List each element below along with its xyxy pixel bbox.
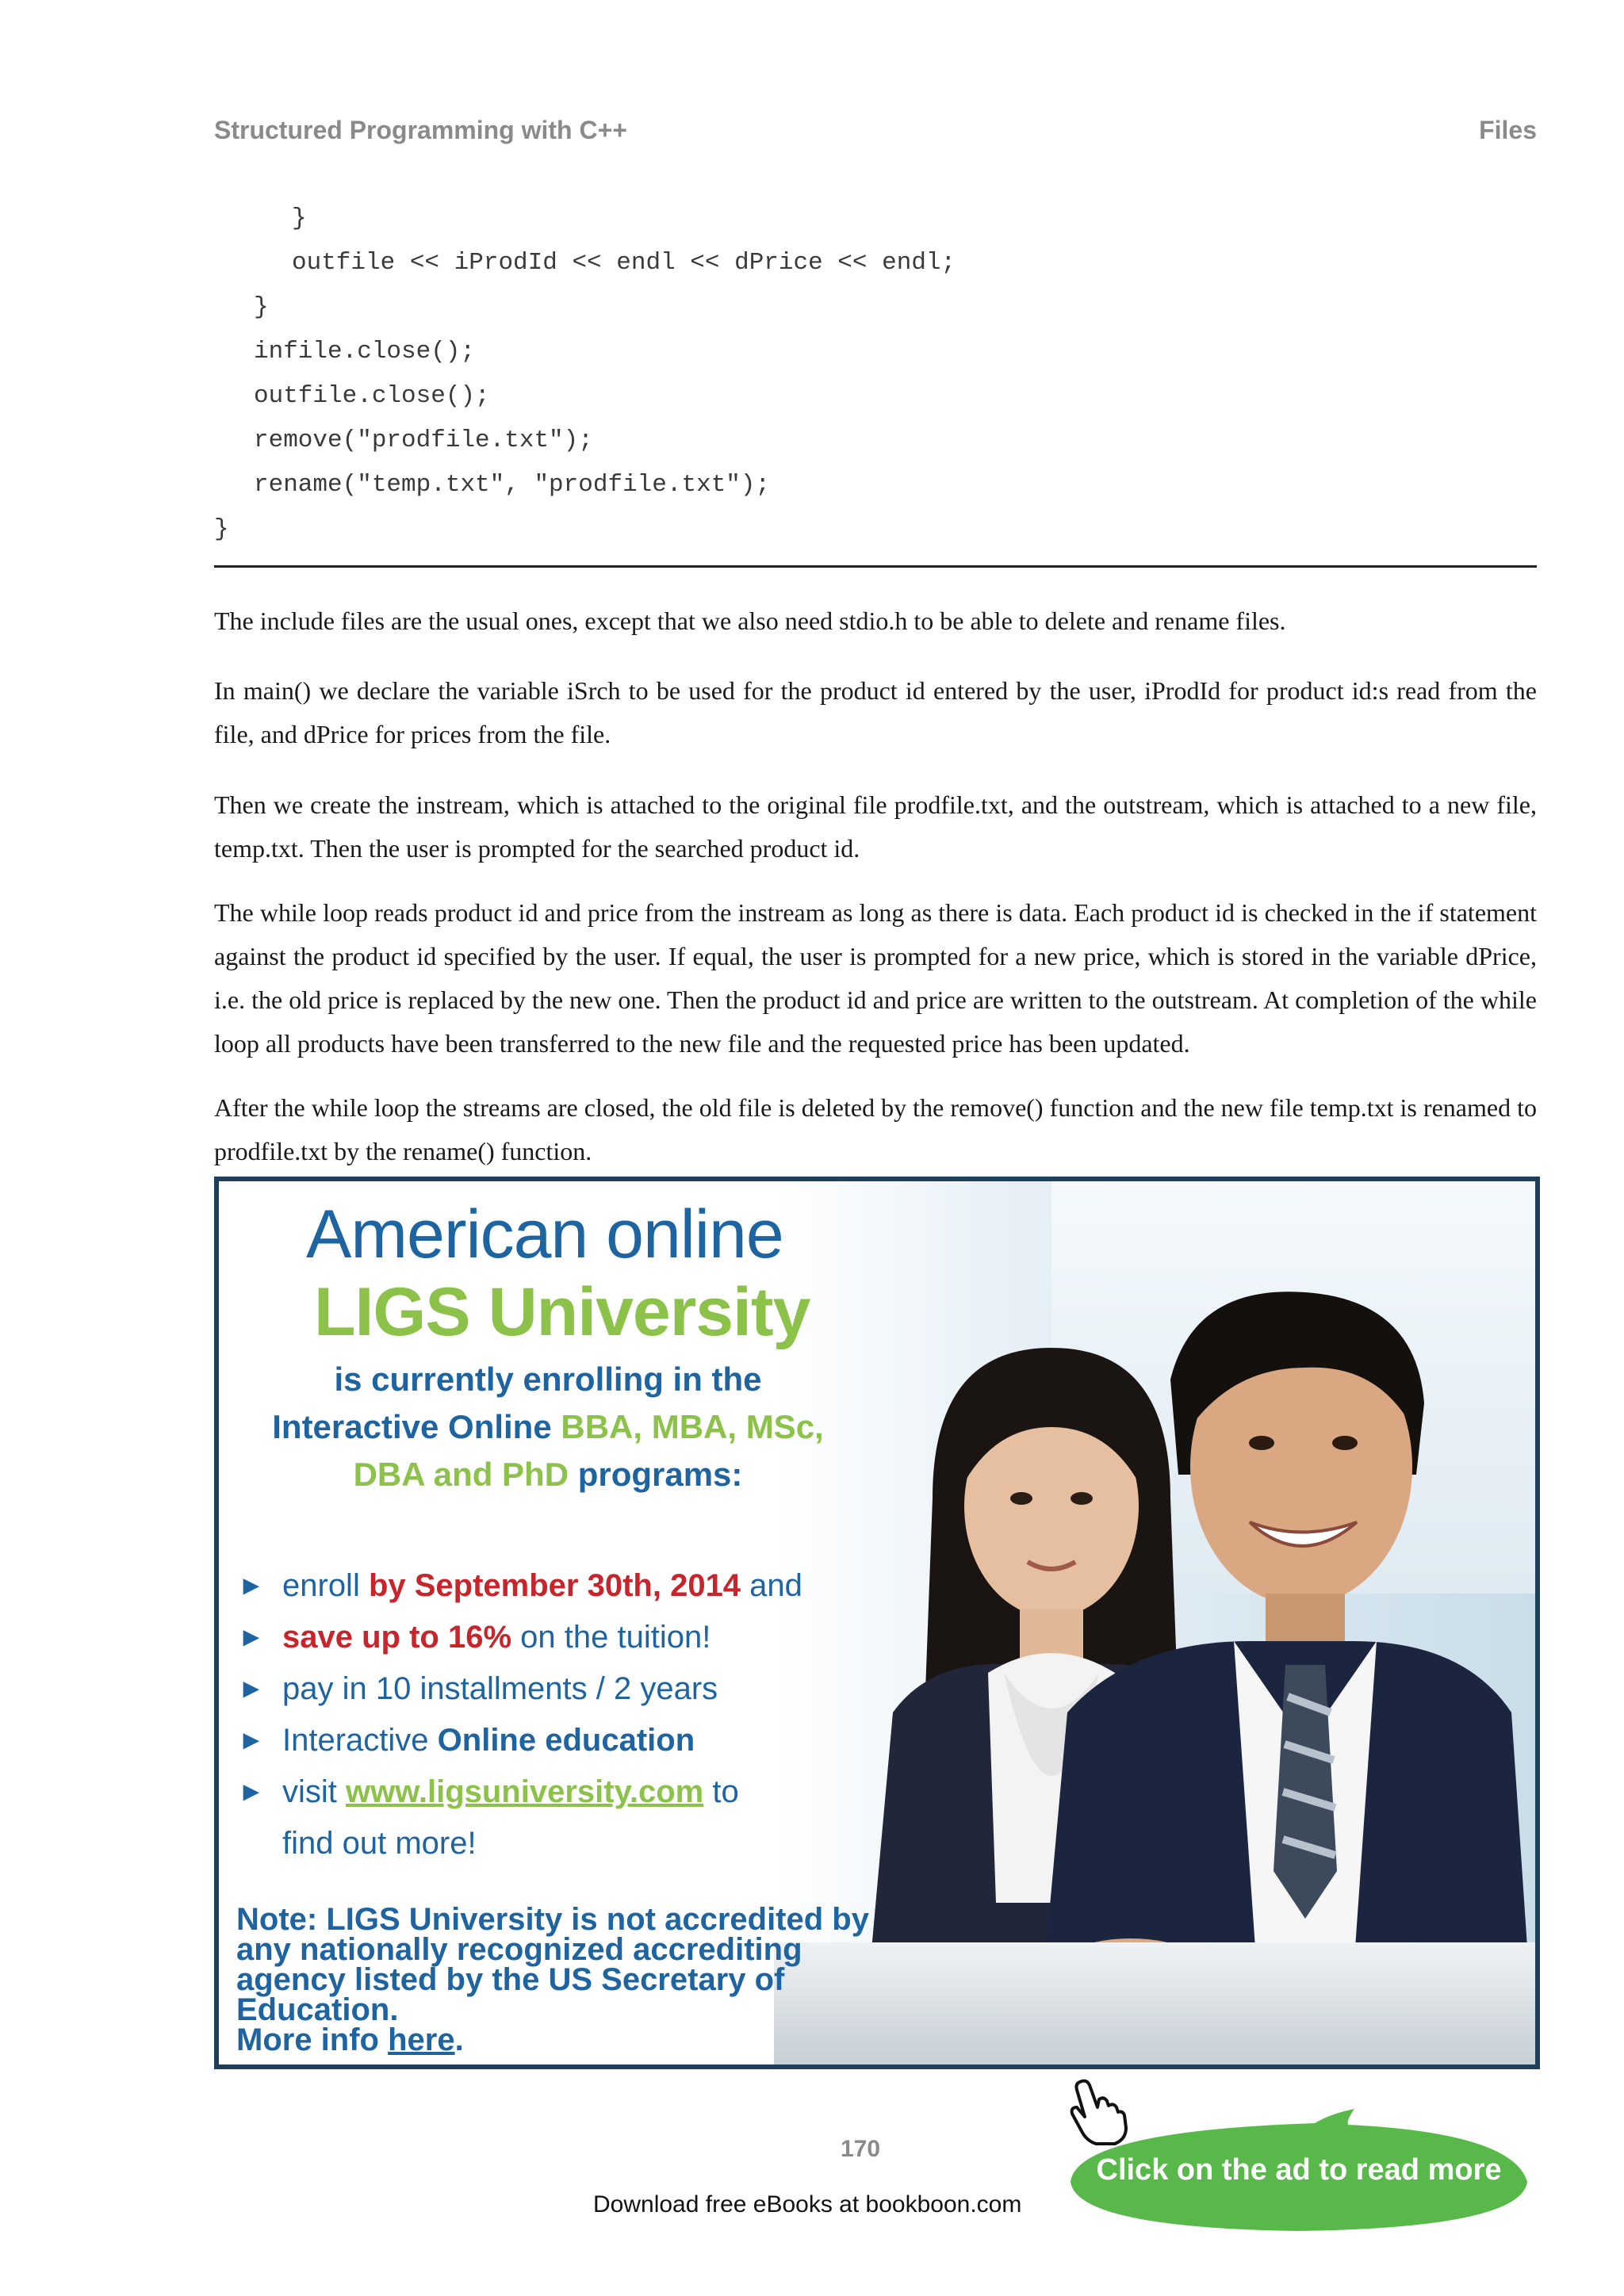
ad-bullet-list — [238, 1560, 802, 1869]
ad-bullet-text: visit — [282, 1774, 346, 1809]
triangle-bullet-icon: ► — [238, 1725, 265, 1755]
triangle-bullet-icon: ► — [238, 1571, 265, 1601]
paragraph: The include files are the usual ones, except that we also need stdio.h to be able to delete and rename files. — [214, 607, 1286, 635]
ad-title-american-online: American online — [306, 1196, 783, 1272]
ad-subtitle-text: programs: — [577, 1456, 743, 1493]
page-number: 170 — [841, 2136, 881, 2162]
ad-note-text: Note: LIGS University is not accredited by any nationally recognized accrediting agency listed by the US Secretary of Education. — [236, 1902, 869, 2027]
ad-title-ligs-university: LIGS University — [314, 1274, 810, 1350]
ad-subtitle-line2 — [219, 1408, 877, 1446]
code-line: outfile.close(); — [254, 382, 490, 410]
footer-download-text: Download free eBooks at bookboon.com — [593, 2191, 1022, 2218]
code-line: } — [254, 293, 269, 321]
paragraph: Then we create the instream, which is attached to the original file prodfile.txt, and the outstream, which is attached to a new file, temp.txt. Then the user is prompted for the searched product id. — [214, 790, 1537, 863]
ad-bullet-item — [238, 1560, 802, 1612]
ad-bullet-text: Interactive — [282, 1723, 438, 1758]
ad-bullet-item — [238, 1612, 802, 1663]
ad-savings-text: save up to 16% — [282, 1620, 512, 1655]
running-header-chapter: Files — [1479, 116, 1537, 144]
ad-accreditation-note — [236, 1904, 918, 2055]
paragraph: In main() we declare the variable iSrch to be used for the product id entered by the user, iProdId for product id:s read from the file, and dPrice for prices from the file. — [214, 676, 1537, 748]
triangle-bullet-icon: ► — [238, 1777, 265, 1807]
ad-bullet-text: on the tuition! — [511, 1620, 711, 1655]
ad-bullet-text: enroll — [282, 1568, 369, 1603]
ad-website-link[interactable]: www.ligsuniversity.com — [346, 1774, 704, 1809]
ad-bullet-continuation: find out more! — [282, 1826, 477, 1861]
ad-subtitle-line3 — [219, 1456, 877, 1494]
ad-bullet-item — [238, 1766, 802, 1818]
code-line: } — [214, 515, 229, 543]
triangle-bullet-icon: ► — [238, 1674, 265, 1704]
ad-degree-list: DBA and PhD — [353, 1456, 578, 1493]
paragraph: The while loop reads product id and price from the instream as long as there is data. Each product id is checked in the if statement against the product id specified by the user. If equal, the user is prompted for a new price, which is stored in the variable dPrice, i.e. the old price is replaced by the new one. Then the product id and price are written to the outstream. At completion of the while loop all products have been transferred to the new file and the requested price has been updated. — [214, 898, 1537, 1058]
code-divider — [214, 565, 1537, 568]
ad-subtitle-text: Interactive Online — [272, 1408, 561, 1445]
ad-note-period: . — [454, 2022, 464, 2057]
ad-bullet-item — [238, 1715, 802, 1766]
code-line: } — [292, 205, 307, 232]
code-line: rename("temp.txt", "prodfile.txt"); — [254, 471, 771, 499]
code-line: remove("prodfile.txt"); — [254, 427, 593, 454]
triangle-bullet-icon: ► — [238, 1622, 265, 1652]
ad-bullet-item — [238, 1663, 802, 1715]
ad-bullet-text: pay in 10 installments / 2 years — [282, 1671, 718, 1706]
code-line: outfile << iProdId << endl << dPrice << endl; — [292, 249, 956, 277]
ad-note-here-link[interactable]: here — [388, 2022, 455, 2057]
ad-deadline-text: by September 30th, 2014 — [368, 1568, 741, 1603]
ad-bullet-text: to — [703, 1774, 739, 1809]
ad-subtitle-line1: is currently enrolling in the — [334, 1360, 762, 1398]
ad-bullet-emphasis: Online education — [437, 1723, 695, 1758]
ad-note-more: More info — [236, 2022, 389, 2057]
cta-read-more-button[interactable]: Click on the ad to read more — [1096, 2153, 1502, 2187]
paragraph: After the while loop the streams are closed, the old file is deleted by the remove() function and the new file temp.txt is renamed to prodfile.txt by the rename() function. — [214, 1093, 1537, 1165]
running-header-title: Structured Programming with C++ — [214, 116, 627, 144]
ad-bullet-text: and — [741, 1568, 802, 1603]
code-line: infile.close(); — [254, 338, 476, 365]
advertisement-banner[interactable] — [214, 1177, 1540, 2069]
ad-degree-list: BBA, MBA, MSc, — [561, 1408, 824, 1445]
